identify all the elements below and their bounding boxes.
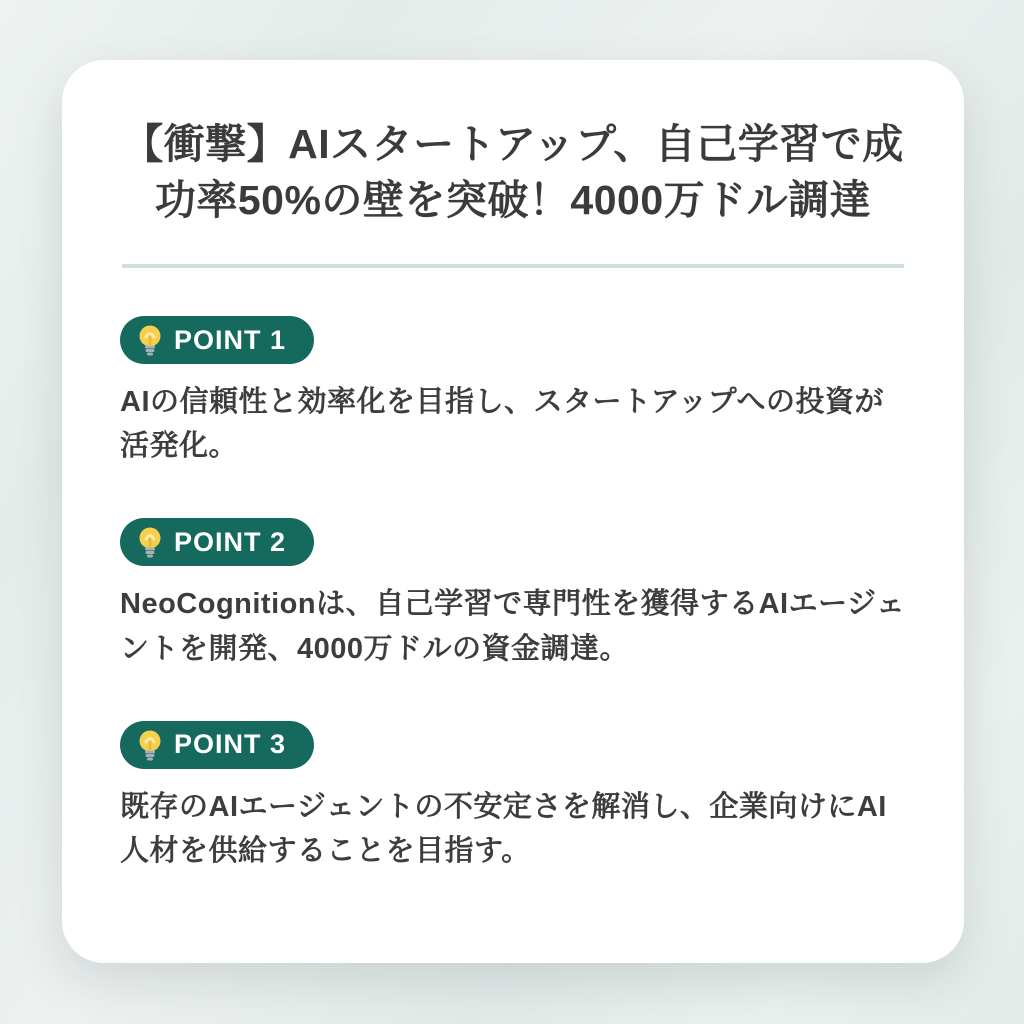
- point-section-3: [120, 721, 906, 873]
- point-2-badge: [120, 518, 314, 566]
- point-3-badge-label: POINT 3: [174, 729, 287, 760]
- point-2-badge-label: POINT 2: [174, 526, 287, 557]
- lightbulb-icon: [136, 526, 164, 558]
- title-divider: [122, 264, 904, 268]
- point-1-text: AIの信頼性と効率化を目指し、スタートアップへの投資が活発化。: [120, 386, 885, 463]
- point-2-text: NeoCognitionは、自己学習で専門性を獲得するAIエージェントを開発、4000万ドルの資金調達。: [120, 588, 906, 665]
- lightbulb-icon: [136, 729, 164, 761]
- point-section-2: [120, 518, 906, 670]
- lightbulb-icon: [136, 324, 164, 356]
- summary-card: [62, 60, 964, 963]
- point-3-badge: [120, 721, 314, 769]
- point-3-text: 既存のAIエージェントの不安定さを解消し、企業向けにAI人材を供給することを目指す。: [120, 790, 887, 867]
- page-title: 【衝撃】AIスタートアップ、自己学習で成功率50%の壁を突破！4000万ドル調達: [122, 121, 904, 224]
- point-1-badge: [120, 316, 314, 364]
- point-section-1: [120, 316, 906, 468]
- point-1-badge-label: POINT 1: [174, 324, 287, 355]
